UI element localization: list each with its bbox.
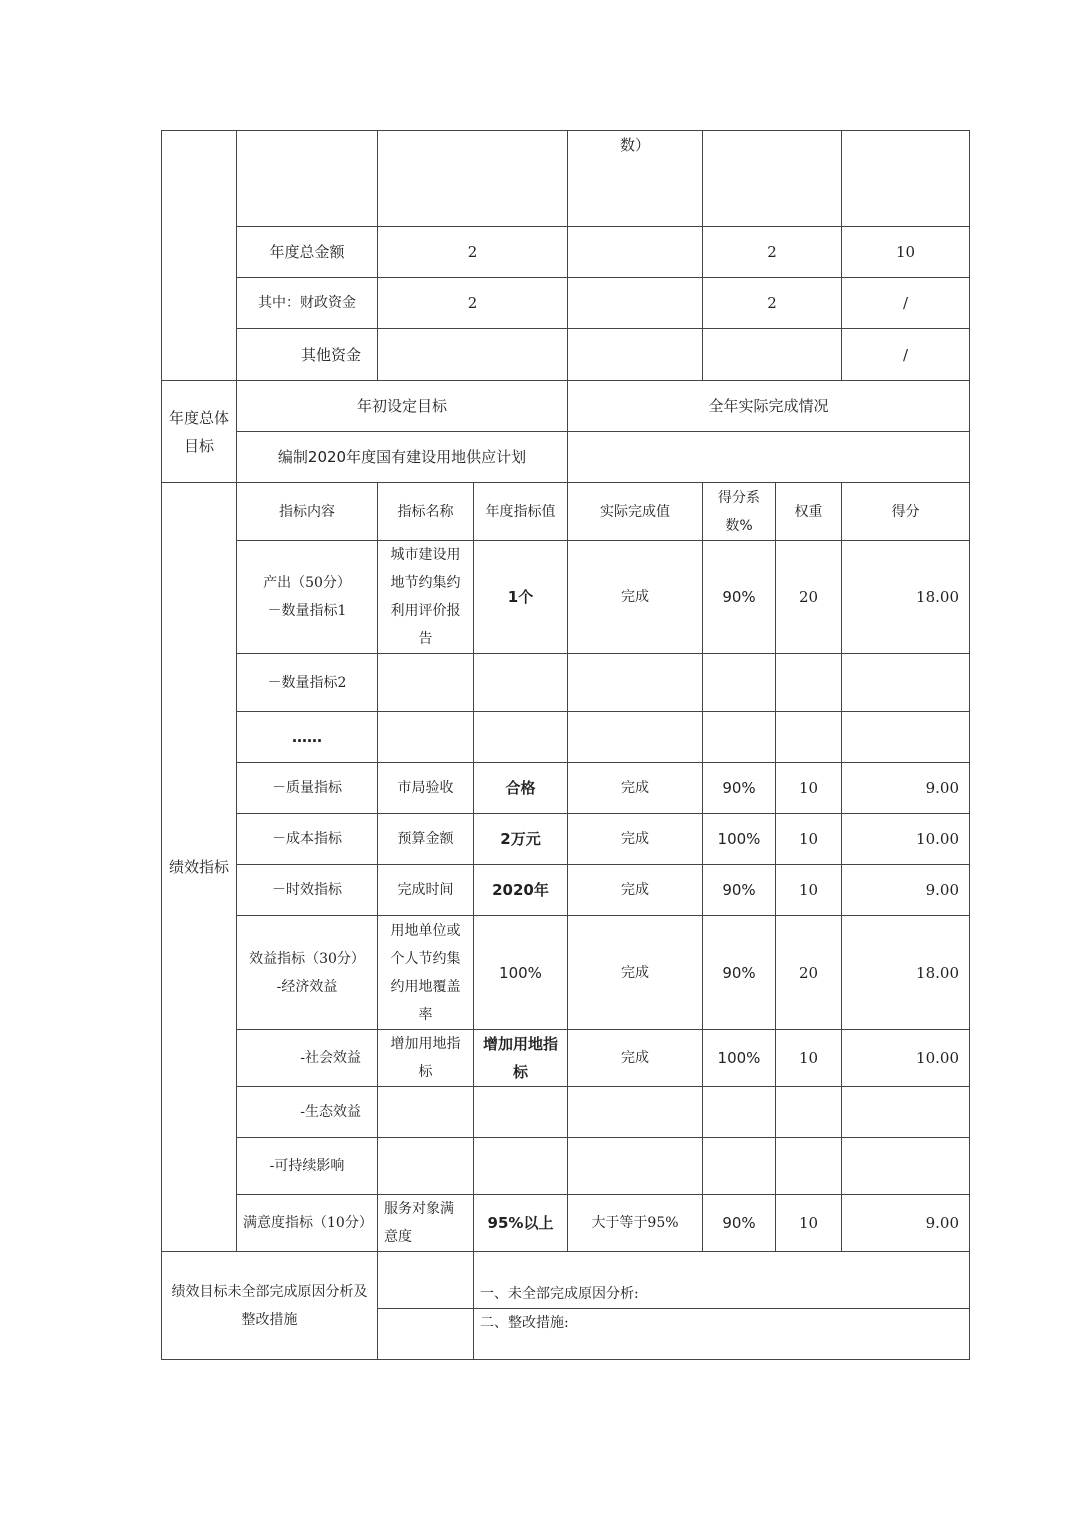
analysis-row — [162, 1252, 970, 1309]
header-cell: 指标内容 — [237, 483, 378, 541]
funds-row: 其中：财政资金 2 2 / — [162, 278, 970, 329]
initial-goal-header: 年初设定目标 — [237, 381, 568, 432]
perf-row: 效益指标（30分） -经济效益 用地单位或个人节约集约用地覆盖率 100% 完成 90% 20 18.00 — [162, 916, 970, 1030]
performance-table — [161, 130, 970, 1360]
perf-row: 产出（50分） －数量指标1 城市建设用地节约集约利用评价报告 1个 完成 90% 20 18.00 — [162, 541, 970, 654]
header-cell: 指标名称 — [378, 483, 474, 541]
actual-goal-header: 全年实际完成情况 — [568, 381, 970, 432]
initial-goal-text: 编制2020年度国有建设用地供应计划 — [237, 432, 568, 483]
actual-goal-text — [568, 432, 970, 483]
perf-row: －时效指标 完成时间 2020年 完成 90% 10 9.00 — [162, 865, 970, 916]
goals-content-row — [162, 432, 970, 483]
header-cell: 年度指标值 — [474, 483, 568, 541]
goals-header-row — [162, 381, 970, 432]
perf-row: -社会效益 增加用地指标 增加用地指标 完成 100% 10 10.00 — [162, 1030, 970, 1087]
perf-row: －质量指标 市局验收 合格 完成 90% 10 9.00 — [162, 763, 970, 814]
analysis-label: 绩效目标未全部完成原因分析及整改措施 — [162, 1252, 378, 1360]
perf-row: －数量指标2 — [162, 654, 970, 712]
analysis-reason: 一、未全部完成原因分析: — [474, 1252, 970, 1309]
header-cell: 得分系数% — [703, 483, 776, 541]
header-cell: 权重 — [776, 483, 842, 541]
perf-row: －成本指标 预算金额 2万元 完成 100% 10 10.00 — [162, 814, 970, 865]
funds-row: 年度总金额 2 2 10 — [162, 227, 970, 278]
perf-header-row — [162, 483, 970, 541]
perf-row: -生态效益 — [162, 1087, 970, 1138]
perf-row: -可持续影响 — [162, 1138, 970, 1195]
analysis-measures: 二、整改措施: — [474, 1309, 970, 1360]
funds-header-cont-text: 数） — [568, 131, 703, 227]
perf-row: …… — [162, 712, 970, 763]
header-cell: 得分 — [842, 483, 970, 541]
funds-section-cell — [162, 131, 237, 381]
funds-header-cont — [162, 131, 970, 227]
funds-row: 其他资金 / — [162, 329, 970, 381]
perf-row: 满意度指标（10分） 服务对象满意度 95%以上 大于等于95% 90% 10 9.00 — [162, 1195, 970, 1252]
perf-section-label: 绩效指标 — [162, 483, 237, 1252]
header-cell: 实际完成值 — [568, 483, 703, 541]
goals-section-label: 年度总体目标 — [162, 381, 237, 483]
